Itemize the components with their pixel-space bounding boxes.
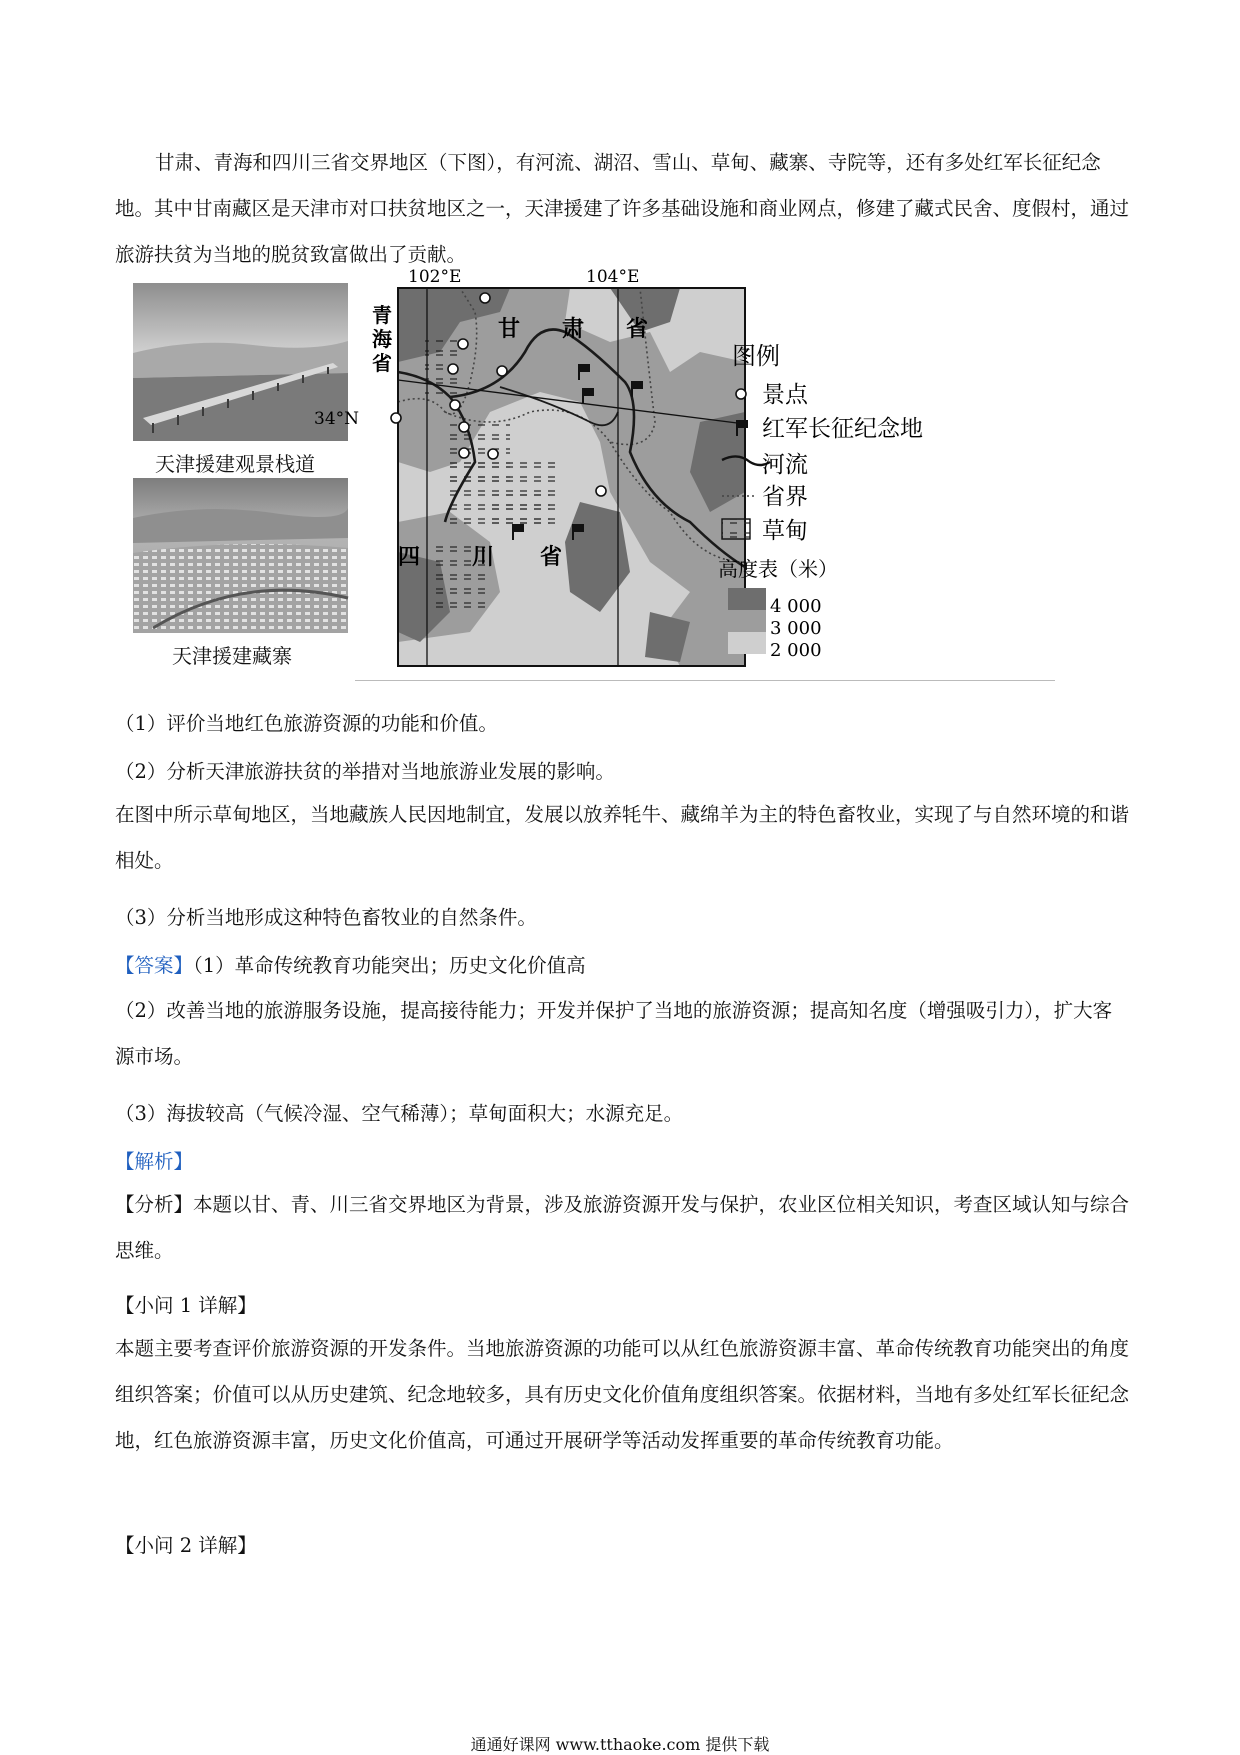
map-frame [398,288,745,666]
elevation-low-swatch [728,632,766,654]
answer-2: （2）改善当地的旅游服务设施，提高接待能力；开发并保护了当地的旅游资源；提高知名度（增强吸引力），扩大客源市场。 [115,999,1113,1068]
answer-1: （1）革命传统教育功能突出；历史文化价值高 [193,954,586,977]
lon-104-label: 104°E [586,267,640,287]
figure-baseline [355,680,1055,681]
legend-spot-label: 景点 [762,382,808,408]
elevation-2000: 2 000 [770,640,822,661]
elevation-title: 高度表（米） [718,557,838,581]
sichuan-label-2: 川 [472,544,495,570]
elevation-3000: 3 000 [770,618,822,639]
photo2-caption: 天津援建藏寨 [172,644,292,668]
intro-paragraph: 甘肃、青海和四川三省交界地区（下图），有河流、湖沼、雪山、草甸、藏寨、寺院等，还有多处红军长征纪念地。其中甘南藏区是天津市对口扶贫地区之一，天津援建了许多基础设施和商业网点，修建了藏式民舍、度假村，通过旅游扶贫为当地的脱贫致富做出了贡献。 [115,151,1130,266]
question-2: （2）分析天津旅游扶贫的举措对当地旅游业发展的影响。 [115,760,615,783]
qinghai-label-1: 青 [372,303,392,327]
analysis-tag: 【解析】 [115,1150,194,1173]
map-legend [718,342,923,661]
lon-102-label: 102°E [408,267,462,287]
legend-title: 图例 [732,342,780,370]
photo1-caption: 天津援建观景栈道 [155,452,315,476]
elevation-mid-swatch [728,610,766,632]
gansu-label-3: 省 [626,316,649,342]
sub1-title: 【小问 1 详解】 [115,1294,257,1317]
gansu-label-2: 肃 [562,316,585,342]
elevation-4000: 4 000 [770,596,822,617]
sub1-text: 本题主要考查评价旅游资源的开发条件。当地旅游资源的功能可以从红色旅游资源丰富、革命传统教育功能突出的角度组织答案；价值可以从历史建筑、纪念地较多，具有历史文化价值角度组织答案。依据材料，当地有多处红军长征纪念地，红色旅游资源丰富，历史文化价值高，可通过开展研学等活动发挥重要的革命传统教育功能。 [115,1337,1130,1452]
legend-spot-icon [736,389,746,399]
question-3: （3）分析当地形成这种特色畜牧业的自然条件。 [115,906,537,929]
qinghai-label-2: 海 [372,327,392,351]
legend-meadow-icon [722,519,750,539]
analysis-fenxi: 【分析】本题以甘、青、川三省交界地区为背景，涉及旅游资源开发与保护，农业区位相关知识，考查区域认知与综合思维。 [115,1193,1130,1262]
sichuan-label-1: 四 [398,544,421,570]
answer-1-line [115,950,1130,978]
lat-34-label: 34°N [314,409,360,429]
question-1: （1）评价当地红色旅游资源的功能和价值。 [115,712,498,735]
page-footer: 通通好课网 www.tthaoke.com 提供下载 [470,1735,770,1754]
legend-border-label: 省界 [762,484,808,510]
legend-flag-label: 红军长征纪念地 [762,416,923,442]
village-photo [133,478,348,633]
legend-river-label: 河流 [762,452,808,478]
sub2-title: 【小问 2 详解】 [115,1534,257,1557]
question-context: 在图中所示草甸地区，当地藏族人民因地制宜，发展以放养牦牛、藏绵羊为主的特色畜牧业，实现了与自然环境的和谐相处。 [115,803,1130,872]
region-map [314,262,1070,682]
answer-3: （3）海拔较高（气候冷湿、空气稀薄）；草甸面积大；水源充足。 [115,1102,684,1125]
answer-tag: 【答案】 [115,954,194,977]
gansu-label-1: 甘 [498,316,521,342]
legend-meadow-label: 草甸 [762,518,808,544]
map-svg [314,262,1070,682]
qinghai-label-3: 省 [372,351,392,375]
elevation-high-swatch [728,588,766,610]
sichuan-label-3: 省 [540,544,563,570]
